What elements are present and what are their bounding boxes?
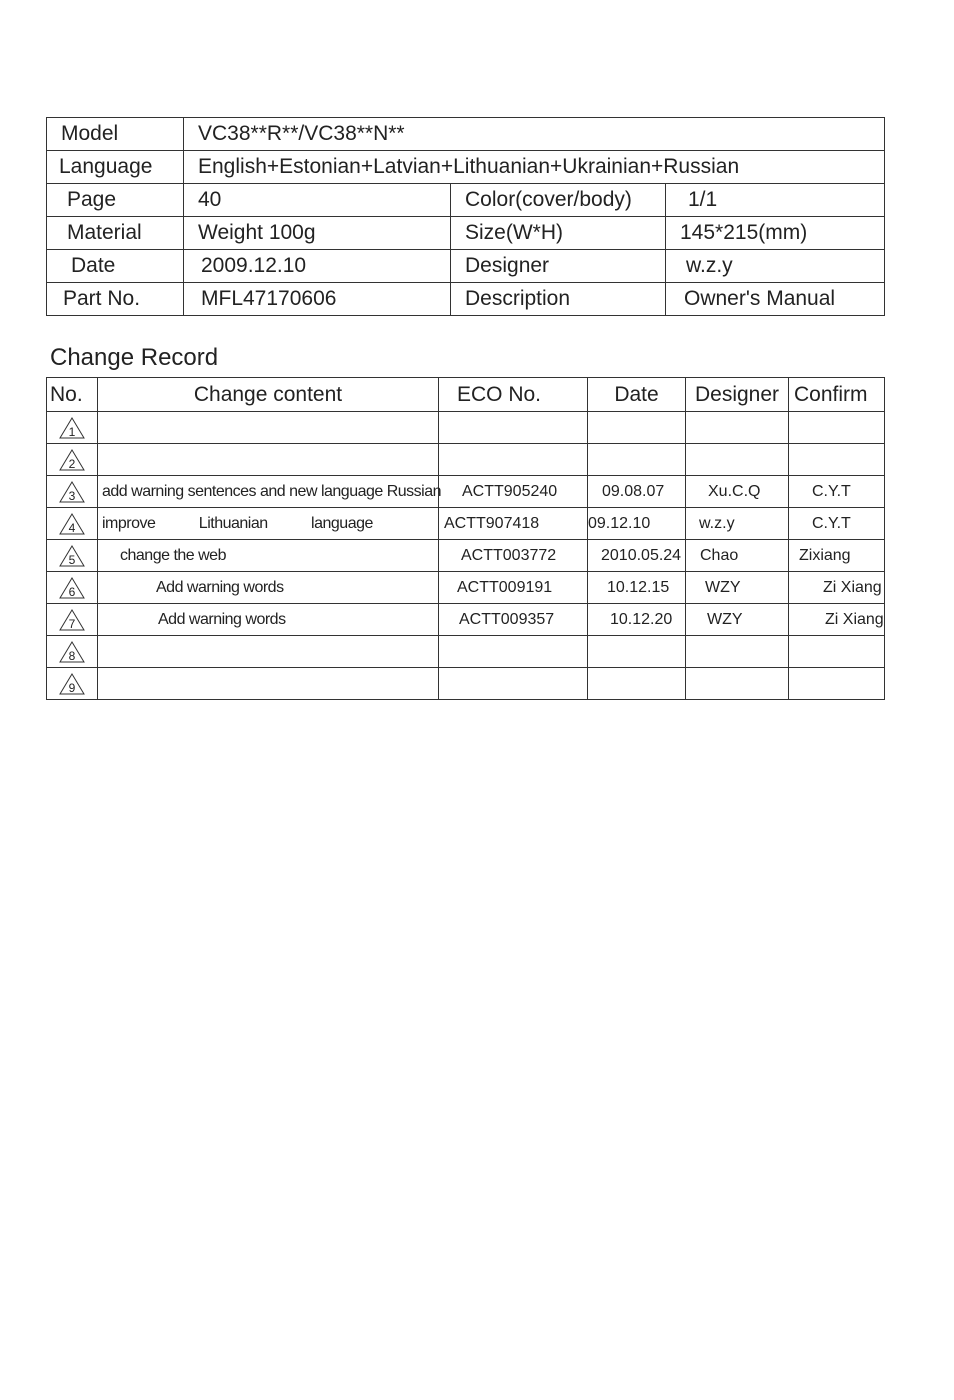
change-confirm-cell xyxy=(789,444,885,476)
change-designer-cell: w.z.y xyxy=(686,508,789,540)
partno-label: Part No. xyxy=(47,283,184,316)
spec-row-language xyxy=(47,151,885,184)
change-confirm-cell: C.Y.T xyxy=(789,476,885,508)
change-content-cell xyxy=(98,668,439,700)
eco-number-cell: ACTT003772 xyxy=(439,540,588,572)
table-row xyxy=(47,476,885,508)
change-content-cell: change the web xyxy=(98,540,439,572)
revision-number: 1 xyxy=(68,424,76,439)
revision-triangle-icon xyxy=(59,673,85,695)
date-label: Date xyxy=(47,250,184,283)
revision-number: 2 xyxy=(68,456,76,471)
partno-value: MFL47170606 xyxy=(184,283,451,316)
change-date-cell: 09.08.07 xyxy=(588,476,686,508)
header-change-content: Change content xyxy=(98,378,439,412)
revision-cell xyxy=(47,668,98,700)
header-eco-no: ECO No. xyxy=(439,378,588,412)
change-date-cell: 10.12.20 xyxy=(588,604,686,636)
change-content-cell xyxy=(98,636,439,668)
change-designer-cell xyxy=(686,444,789,476)
change-designer-cell xyxy=(686,668,789,700)
change-record-table xyxy=(46,377,885,700)
description-label: Description xyxy=(451,283,666,316)
revision-number: 5 xyxy=(68,552,76,567)
revision-triangle-icon xyxy=(59,513,85,535)
revision-cell xyxy=(47,604,98,636)
revision-cell xyxy=(47,476,98,508)
eco-number-cell xyxy=(439,444,588,476)
change-content-cell xyxy=(98,444,439,476)
spec-row-date xyxy=(47,250,885,283)
material-label: Material xyxy=(47,217,184,250)
change-date-cell xyxy=(588,668,686,700)
date-value: 2009.12.10 xyxy=(184,250,451,283)
spec-row-page xyxy=(47,184,885,217)
header-designer: Designer xyxy=(686,378,789,412)
change-date-cell xyxy=(588,412,686,444)
revision-triangle-icon xyxy=(59,609,85,631)
revision-number: 7 xyxy=(68,616,76,631)
revision-cell xyxy=(47,572,98,604)
color-label: Color(cover/body) xyxy=(451,184,666,217)
revision-number: 4 xyxy=(68,520,76,535)
revision-cell xyxy=(47,508,98,540)
change-designer-cell: WZY xyxy=(686,572,789,604)
eco-number-cell xyxy=(439,412,588,444)
revision-cell xyxy=(47,636,98,668)
revision-triangle-icon xyxy=(59,577,85,599)
header-no: No. xyxy=(47,378,98,412)
change-content-cell: Add warning words xyxy=(98,572,439,604)
change-date-cell: 10.12.15 xyxy=(588,572,686,604)
eco-number-cell: ACTT009357 xyxy=(439,604,588,636)
change-confirm-cell xyxy=(789,636,885,668)
change-designer-cell xyxy=(686,412,789,444)
change-confirm-cell xyxy=(789,412,885,444)
revision-triangle-icon xyxy=(59,417,85,439)
change-designer-cell: WZY xyxy=(686,604,789,636)
table-row xyxy=(47,636,885,668)
revision-number: 3 xyxy=(68,488,76,503)
change-designer-cell xyxy=(686,636,789,668)
spec-table xyxy=(46,117,885,316)
change-content-cell: Add warning words xyxy=(98,604,439,636)
size-value: 145*215(mm) xyxy=(666,217,885,250)
change-designer-cell: Xu.C.Q xyxy=(686,476,789,508)
revision-cell xyxy=(47,412,98,444)
eco-number-cell xyxy=(439,636,588,668)
change-date-cell: 09.12.10 xyxy=(588,508,686,540)
revision-triangle-icon xyxy=(59,449,85,471)
revision-cell xyxy=(47,540,98,572)
language-label: Language xyxy=(47,151,184,184)
change-designer-cell: Chao xyxy=(686,540,789,572)
model-label: Model xyxy=(47,118,184,151)
change-record-title: Change Record xyxy=(50,344,219,371)
change-content-cell: improve Lithuanian language xyxy=(98,508,439,540)
revision-number: 8 xyxy=(68,648,76,663)
table-row xyxy=(47,668,885,700)
change-content-cell: add warning sentences and new language Russian xyxy=(98,476,439,508)
change-date-cell xyxy=(588,636,686,668)
revision-triangle-icon xyxy=(59,481,85,503)
size-label: Size(W*H) xyxy=(451,217,666,250)
table-row xyxy=(47,508,885,540)
revision-number: 6 xyxy=(68,584,76,599)
page-value: 40 xyxy=(184,184,451,217)
spec-row-partno xyxy=(47,283,885,316)
model-value: VC38**R**/VC38**N** xyxy=(184,118,885,151)
change-record-header xyxy=(47,378,885,412)
revision-triangle-icon xyxy=(59,545,85,567)
table-row xyxy=(47,572,885,604)
material-value: Weight 100g xyxy=(184,217,451,250)
revision-number: 9 xyxy=(68,680,76,695)
eco-number-cell: ACTT907418 xyxy=(439,508,588,540)
revision-triangle-icon xyxy=(59,641,85,663)
header-date: Date xyxy=(588,378,686,412)
change-confirm-cell: Zixiang xyxy=(789,540,885,572)
spec-row-material xyxy=(47,217,885,250)
color-value: 1/1 xyxy=(666,184,885,217)
table-row xyxy=(47,444,885,476)
eco-number-cell: ACTT009191 xyxy=(439,572,588,604)
change-confirm-cell: Zi Xiang xyxy=(789,604,885,636)
change-confirm-cell: C.Y.T xyxy=(789,508,885,540)
table-row xyxy=(47,604,885,636)
change-date-cell: 2010.05.24 xyxy=(588,540,686,572)
table-row xyxy=(47,412,885,444)
change-confirm-cell xyxy=(789,668,885,700)
designer-label: Designer xyxy=(451,250,666,283)
change-confirm-cell: Zi Xiang xyxy=(789,572,885,604)
language-value: English+Estonian+Latvian+Lithuanian+Ukrainian+Russian xyxy=(184,151,885,184)
eco-number-cell xyxy=(439,668,588,700)
change-date-cell xyxy=(588,444,686,476)
change-content-cell xyxy=(98,412,439,444)
eco-number-cell: ACTT905240 xyxy=(439,476,588,508)
change-record-body xyxy=(47,412,885,700)
page-label: Page xyxy=(47,184,184,217)
table-row xyxy=(47,540,885,572)
spec-row-model xyxy=(47,118,885,151)
designer-value: w.z.y xyxy=(666,250,885,283)
description-value: Owner's Manual xyxy=(666,283,885,316)
header-confirm: Confirm xyxy=(789,378,885,412)
revision-cell xyxy=(47,444,98,476)
